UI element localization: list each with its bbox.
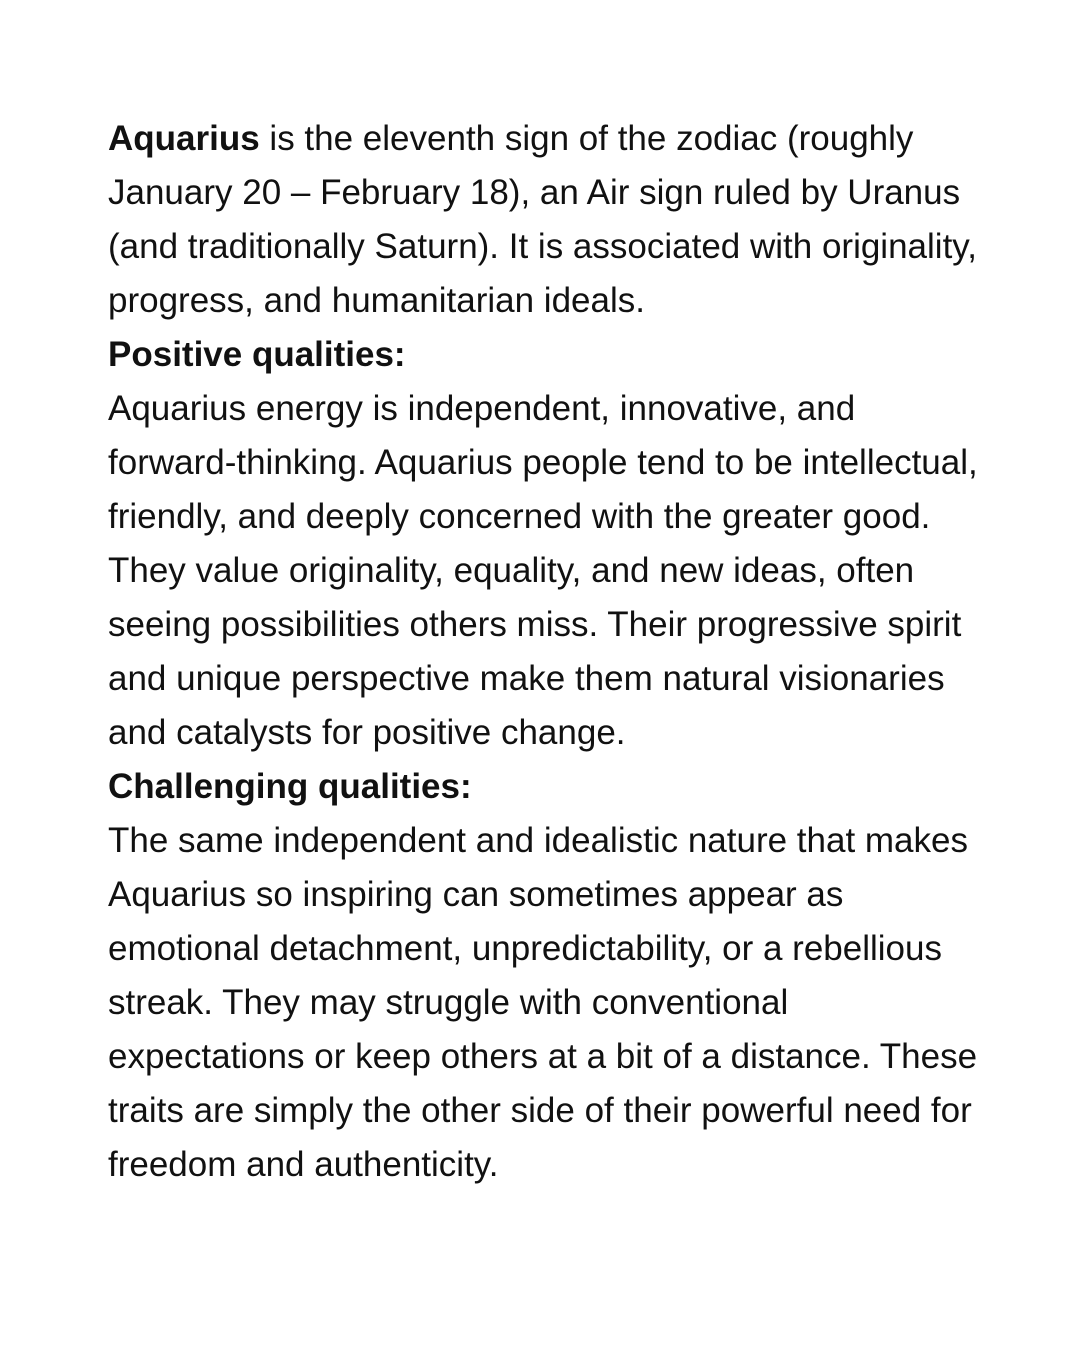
intro-paragraph <box>108 112 988 328</box>
positive-heading: Positive qualities: <box>108 335 406 374</box>
intro-term: Aquarius <box>108 119 260 158</box>
positive-body: Aquarius energy is independent, innovative, and forward-thinking. Aquarius people tend to be intellectual, friendly, and deeply concerned with the greater good. They value originality, equality, and new ideas, often seeing possibilities others miss. Their progressive spirit and unique perspective make them natural visionaries and catalysts for positive change. <box>108 389 978 752</box>
intro-text: is the eleventh sign of the zodiac (roughly January 20 – February 18), an Air sign ruled by Uranus (and traditionally Saturn). It is associated with originality, progress, and humanitarian ideals. <box>108 119 977 320</box>
article-body <box>108 112 988 1192</box>
challenging-body: The same independent and idealistic nature that makes Aquarius so inspiring can sometimes appear as emotional detachment, unpredictability, or a rebellious streak. They may struggle with conventional expectations or keep others at a bit of a distance. These traits are simply the other side of their powerful need for freedom and authenticity. <box>108 821 978 1184</box>
challenging-heading: Challenging qualities: <box>108 767 472 806</box>
